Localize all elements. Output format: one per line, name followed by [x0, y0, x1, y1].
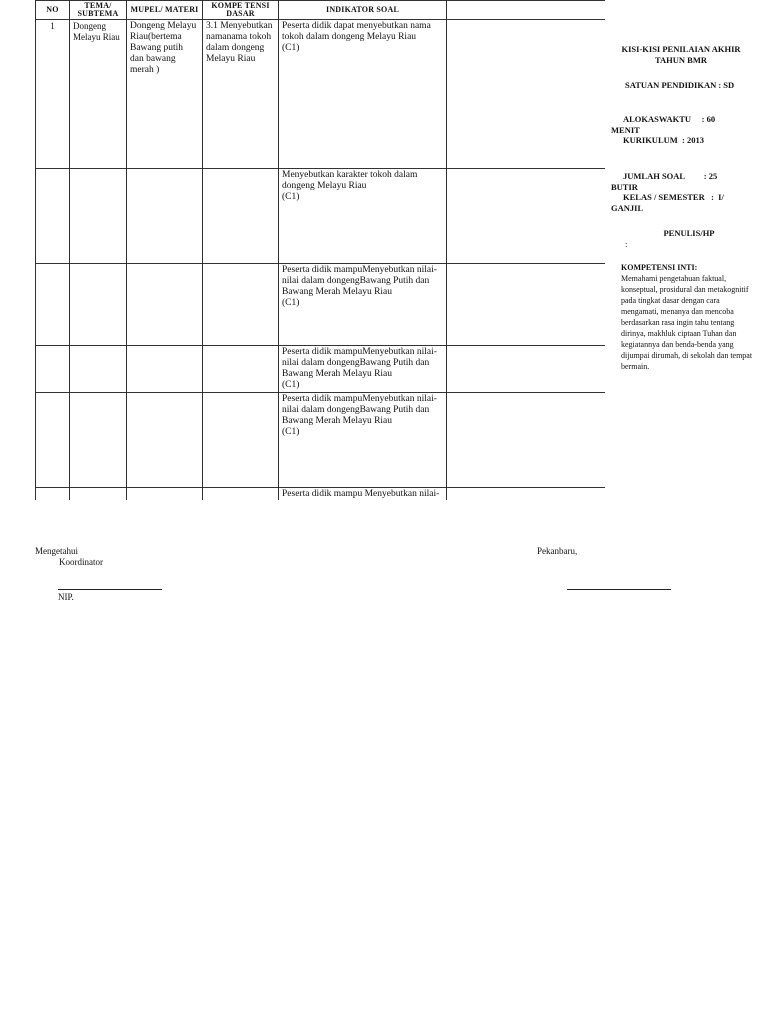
cell-no	[36, 169, 70, 264]
cell-kd: 3.1 Menyebutkan namanama tokoh dalam dongeng Melayu Riau	[203, 20, 279, 169]
side-jumlah	[611, 171, 753, 213]
side-alokasi	[611, 114, 753, 146]
cell-mapel	[127, 393, 203, 488]
nip-label: NIP.	[58, 592, 74, 602]
kelas-line1: KELAS / SEMESTER : I/	[623, 192, 724, 202]
header-kd: KOMPE TENSI DASAR	[203, 1, 279, 20]
signature-left	[35, 546, 103, 568]
side-title-line1: KISI-KISI PENILAIAN AKHIR	[621, 44, 741, 54]
cell-empty	[447, 169, 606, 264]
cell-no: 1	[36, 20, 70, 169]
satuan-text: SATUAN PENDIDIKAN : SD	[625, 80, 735, 90]
side-penulis	[625, 228, 753, 249]
koordinator-label: Koordinator	[59, 557, 103, 567]
side-satuan	[625, 80, 755, 91]
side-title	[609, 44, 753, 65]
header-tema: TEMA/ SUBTEMA	[70, 1, 127, 20]
header-empty	[447, 1, 606, 20]
kisi-kisi-table	[35, 0, 605, 500]
cell-tema	[70, 488, 127, 501]
cell-empty	[447, 393, 606, 488]
cell-indikator: Peserta didik mampuMenyebutkan nilai-nilai dalam dongengBawang Putih dan Bawang Merah Melayu Riau (C1)	[279, 393, 447, 488]
cell-kd	[203, 488, 279, 501]
cell-indikator: Menyebutkan karakter tokoh dalam dongeng Melayu Riau (C1)	[279, 169, 447, 264]
cell-indikator: Peserta didik dapat menyebutkan nama tokoh dalam dongeng Melayu Riau (C1)	[279, 20, 447, 169]
cell-no	[36, 393, 70, 488]
header-no: NO	[36, 1, 70, 20]
cell-empty	[447, 264, 606, 346]
table-row	[36, 393, 606, 488]
header-indikator: INDIKATOR SOAL	[279, 1, 447, 20]
cell-empty	[447, 346, 606, 393]
table-row	[36, 264, 606, 346]
cell-mapel	[127, 264, 203, 346]
cell-no	[36, 346, 70, 393]
cell-no	[36, 264, 70, 346]
penulis-colon: :	[625, 238, 628, 249]
table-row	[36, 20, 606, 169]
jumlah-line1: JUMLAH SOAL : 25	[623, 171, 718, 181]
table-row	[36, 169, 606, 264]
table-row	[36, 488, 606, 501]
side-info-panel	[609, 44, 753, 371]
cell-mapel	[127, 169, 203, 264]
header-mapel: MUPEL/ MATERI	[127, 1, 203, 20]
cell-indikator: Peserta didik mampuMenyebutkan nilai-nilai dalam dongengBawang Putih dan Bawang Merah Melayu Riau (C1)	[279, 264, 447, 346]
cell-tema	[70, 346, 127, 393]
cell-mapel: Dongeng Melayu Riau(bertema Bawang putih dan bawang merah )	[127, 20, 203, 169]
table-header-row	[36, 1, 606, 20]
alokasi-line1: ALOKASWAKTU : 60	[623, 114, 716, 124]
jumlah-line2: BUTIR	[611, 181, 638, 192]
cell-no	[36, 488, 70, 501]
cell-mapel	[127, 346, 203, 393]
cell-mapel	[127, 488, 203, 501]
kisi-kisi-table-wrapper	[35, 0, 605, 500]
cell-tema: Dongeng Melayu Riau	[70, 20, 127, 169]
cell-kd	[203, 264, 279, 346]
alokasi-line2: MENIT	[611, 124, 640, 135]
table-row	[36, 346, 606, 393]
signature-line-left	[58, 589, 162, 590]
cell-tema	[70, 169, 127, 264]
signature-right: Pekanbaru,	[537, 546, 578, 556]
kelas-line2: GANJIL	[611, 202, 644, 213]
mengetahui-label: Mengetahui	[35, 546, 78, 556]
penulis-text: PENULIS/HP	[663, 228, 715, 238]
signature-line-right	[567, 589, 671, 590]
cell-indikator: Peserta didik mampu Menyebutkan nilai-	[279, 488, 447, 501]
cell-empty	[447, 20, 606, 169]
cell-kd	[203, 393, 279, 488]
cell-kd	[203, 169, 279, 264]
side-title-line2: TAHUN BMR	[654, 54, 708, 65]
kompetensi-title: KOMPETENSI INTI:	[621, 263, 698, 272]
kompetensi-text: Memahami pengetahuan faktual, konseptual, prosidural dan metakognitif pada tingkat dasar dengan cara mengamati, menanya dan mencoba berdasarkan rasa ingin tahu tentang dirinya, makhluk ciptaan Tuhan dan kegiatannya dan benda-benda yang dijumpai dirumah, di sekolah dan tempat bermain.	[621, 274, 753, 371]
side-kompetensi	[621, 262, 753, 372]
cell-kd	[203, 346, 279, 393]
cell-indikator: Peserta didik mampuMenyebutkan nilai-nilai dalam dongengBawang Putih dan Bawang Merah Melayu Riau (C1)	[279, 346, 447, 393]
kurikulum-text: KURIKULUM : 2013	[623, 135, 704, 145]
cell-empty	[447, 488, 606, 501]
cell-tema	[70, 264, 127, 346]
cell-tema	[70, 393, 127, 488]
